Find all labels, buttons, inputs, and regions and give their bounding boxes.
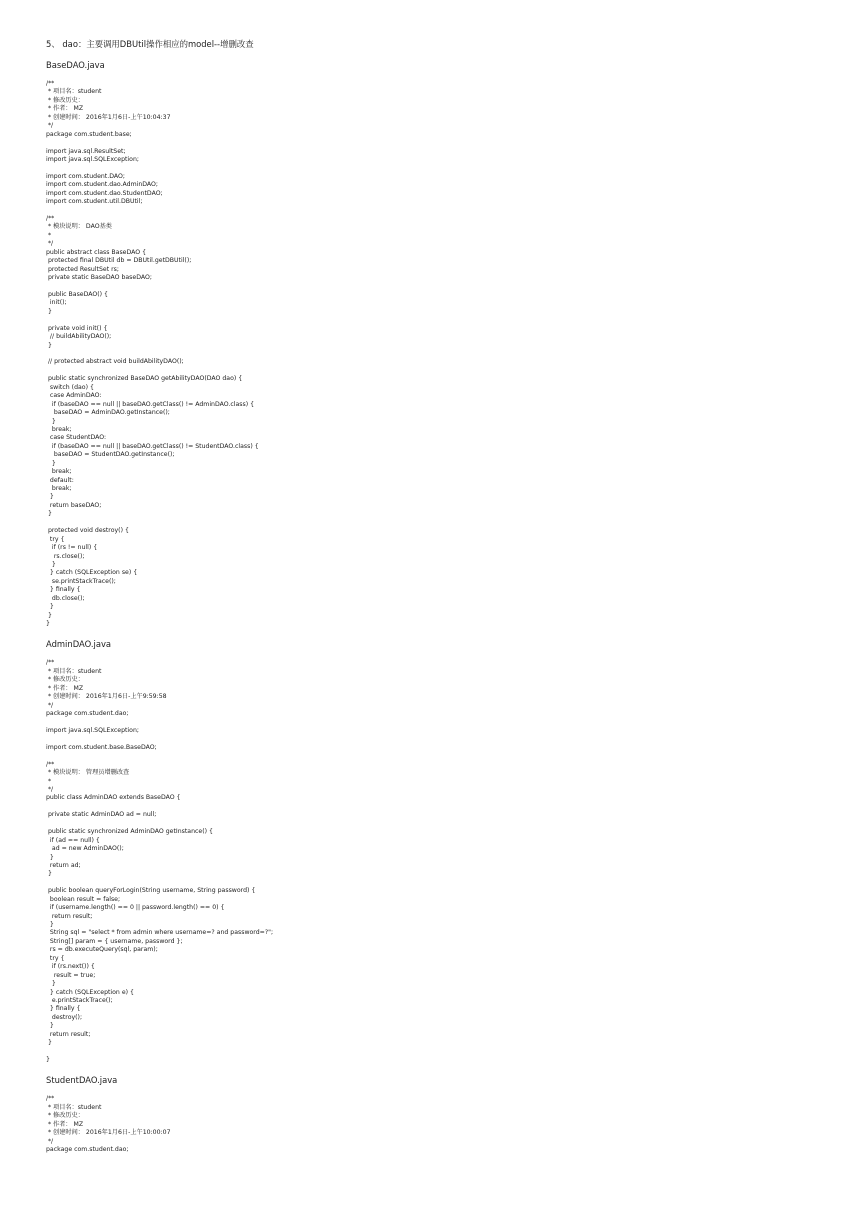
code-line: // protected abstract void buildAbilityDAO(); [46,358,184,366]
code-line: } catch (SQLException se) { [46,569,138,577]
code-line: if (baseDAO == null || baseDAO.getClass() != AdminDAO.class) { [46,400,255,408]
code-line: /** [46,659,55,667]
code-line [46,820,826,828]
code-line: * 项目名：student [46,88,102,96]
code-block [46,80,826,628]
code-line: db.close(); [46,594,85,602]
code-block [46,659,826,1064]
code-line: String[] param = { username, password }; [46,937,183,945]
code-line [46,752,826,760]
code-line: break; [46,425,72,433]
code-line: * 创建时间： 2016年1月6日-上午9:59:58 [46,693,167,701]
code-line: */ [46,786,54,793]
code-line: * 模块说明： DAO基类 [46,223,112,231]
code-line: /** [46,80,55,87]
code-line: * 创建时间： 2016年1月6日-上午10:04:37 [46,113,171,121]
code-line: if (rs != null) { [46,544,98,552]
code-line [46,719,826,727]
code-line: public static synchronized BaseDAO getAbilityDAO(DAO dao) { [46,375,243,383]
code-line: } catch (SQLException e) { [46,988,134,996]
code-line: if (rs.next()) { [46,963,95,971]
code-line [46,367,826,375]
code-line: */ [46,701,54,709]
code-line: } [46,870,52,878]
code-line: } [46,307,52,315]
code-line: */ [46,122,54,130]
code-line [46,207,826,215]
code-line: if (ad == null) { [46,836,100,844]
code-line: se.printStackTrace(); [46,577,116,585]
code-line: destroy(); [46,1013,83,1021]
code-line: } [46,493,54,501]
file-title: StudentDAO.java [46,1075,118,1086]
code-line: rs.close(); [46,552,85,560]
code-line: * 创建时间： 2016年1月6日-上午10:00:07 [46,1129,171,1137]
code-line: protected void destroy() { [46,527,129,535]
file-title: AdminDAO.java [46,639,112,650]
code-line: */ [46,1137,54,1145]
code-line: } [46,620,50,627]
code-line: break; [46,485,72,492]
code-line: private static BaseDAO baseDAO; [46,274,152,282]
code-line: } [46,1056,50,1063]
code-line: } [46,611,52,619]
code-line: * 作者： MZ [46,105,84,113]
code-line: * 项目名：student [46,1103,102,1111]
code-line: public abstract class BaseDAO { [46,248,147,256]
code-line: protected final DBUtil db = DBUtil.getDBUtil(); [46,257,192,265]
section-title: 5、 dao：主要调用DBUtil操作相应的model--增删改查 [46,39,254,49]
code-line: baseDAO = AdminDAO.getInstance(); [46,409,170,417]
code-line: package com.student.dao; [46,1146,129,1154]
code-line [46,164,826,172]
code-line: * 作者： MZ [46,1120,84,1128]
code-line [46,879,826,887]
code-line: /** [46,1095,55,1103]
code-line: // buildAbilityDAO(); [46,333,112,341]
code-line: import com.student.dao.StudentDAO; [46,189,163,197]
code-line: import com.student.dao.AdminDAO; [46,181,159,189]
code-line: try { [46,535,65,543]
code-line: case StudentDAO: [46,434,107,442]
code-line: private void init() { [46,324,108,332]
code-line [46,139,826,147]
code-line: * 修改历史： [46,676,84,684]
code-line: } [46,417,56,425]
code-line [46,1048,826,1056]
code-line: return baseDAO; [46,501,102,509]
code-line: } [46,853,54,861]
code-line: } [46,560,56,568]
code-line: import com.student.base.BaseDAO; [46,743,157,751]
code-line: * [46,777,52,785]
code-line: * 模块说明： 管理员增删改查 [46,769,130,777]
code-line: if (baseDAO == null || baseDAO.getClass() != StudentDAO.class) { [46,442,259,450]
code-line: break; [46,468,72,476]
code-line: return ad; [46,861,81,869]
code-line: rs = db.executeQuery(sql, param); [46,946,158,954]
code-line: default: [46,476,74,484]
code-line: */ [46,240,54,248]
code-line: /** [46,760,55,768]
code-line: * 作者： MZ [46,684,84,692]
code-line: package com.student.base; [46,130,132,138]
code-line: } [46,980,56,988]
code-line: baseDAO = StudentDAO.getInstance(); [46,451,175,459]
code-line: import java.sql.SQLException; [46,155,139,163]
code-line [46,350,826,358]
code-line [46,316,826,324]
code-line: case AdminDAO: [46,392,102,400]
code-line: boolean result = false; [46,895,121,903]
code-line: switch (dao) { [46,383,94,391]
code-line: if (username.length() == 0 || password.length() == 0) { [46,904,225,912]
code-line: import java.sql.SQLException; [46,726,139,734]
code-line: private static AdminDAO ad = null; [46,811,157,819]
code-line: return result; [46,912,93,920]
code-line: } finally { [46,1005,81,1013]
code-line: } [46,341,52,349]
code-line: public BaseDAO() { [46,290,108,298]
code-line: public class AdminDAO extends BaseDAO { [46,794,181,802]
code-line [46,519,826,527]
code-line: } [46,921,54,928]
code-line: * 修改历史： [46,96,84,104]
code-line: return result; [46,1030,91,1038]
code-line: } [46,1039,52,1047]
code-line: package com.student.dao; [46,710,129,718]
code-line: ad = new AdminDAO(); [46,845,124,853]
code-line: * 项目名：student [46,667,102,675]
code-line: import com.student.util.DBUtil; [46,198,143,206]
code-line: } finally { [46,586,81,594]
file-sections [46,59,826,1155]
code-line: import com.student.DAO; [46,172,125,180]
code-line [46,735,826,743]
code-line [46,803,826,811]
code-line: e.printStackTrace(); [46,996,113,1004]
code-line: public boolean queryForLogin(String username, String password) { [46,887,256,895]
code-line: * 修改历史： [46,1112,84,1120]
code-line: /** [46,215,55,222]
code-line: } [46,603,54,611]
code-line [46,283,826,291]
code-line: } [46,459,56,467]
code-block [46,1095,826,1154]
code-line: } [46,1022,54,1030]
code-line: public static synchronized AdminDAO getInstance() { [46,828,213,836]
code-line: } [46,510,52,518]
code-line: try { [46,954,65,962]
file-title: BaseDAO.java [46,60,105,70]
code-line: import java.sql.ResultSet; [46,147,126,155]
file-section [46,59,826,628]
code-line: protected ResultSet rs; [46,265,119,273]
code-line: result = true; [46,971,96,979]
code-line: init(); [46,299,67,307]
file-section [46,1074,826,1154]
code-line: * [46,231,52,239]
code-line: String sql = "select * from admin where username=? and password=?"; [46,929,274,937]
document-page [46,38,826,1155]
file-section [46,638,826,1064]
